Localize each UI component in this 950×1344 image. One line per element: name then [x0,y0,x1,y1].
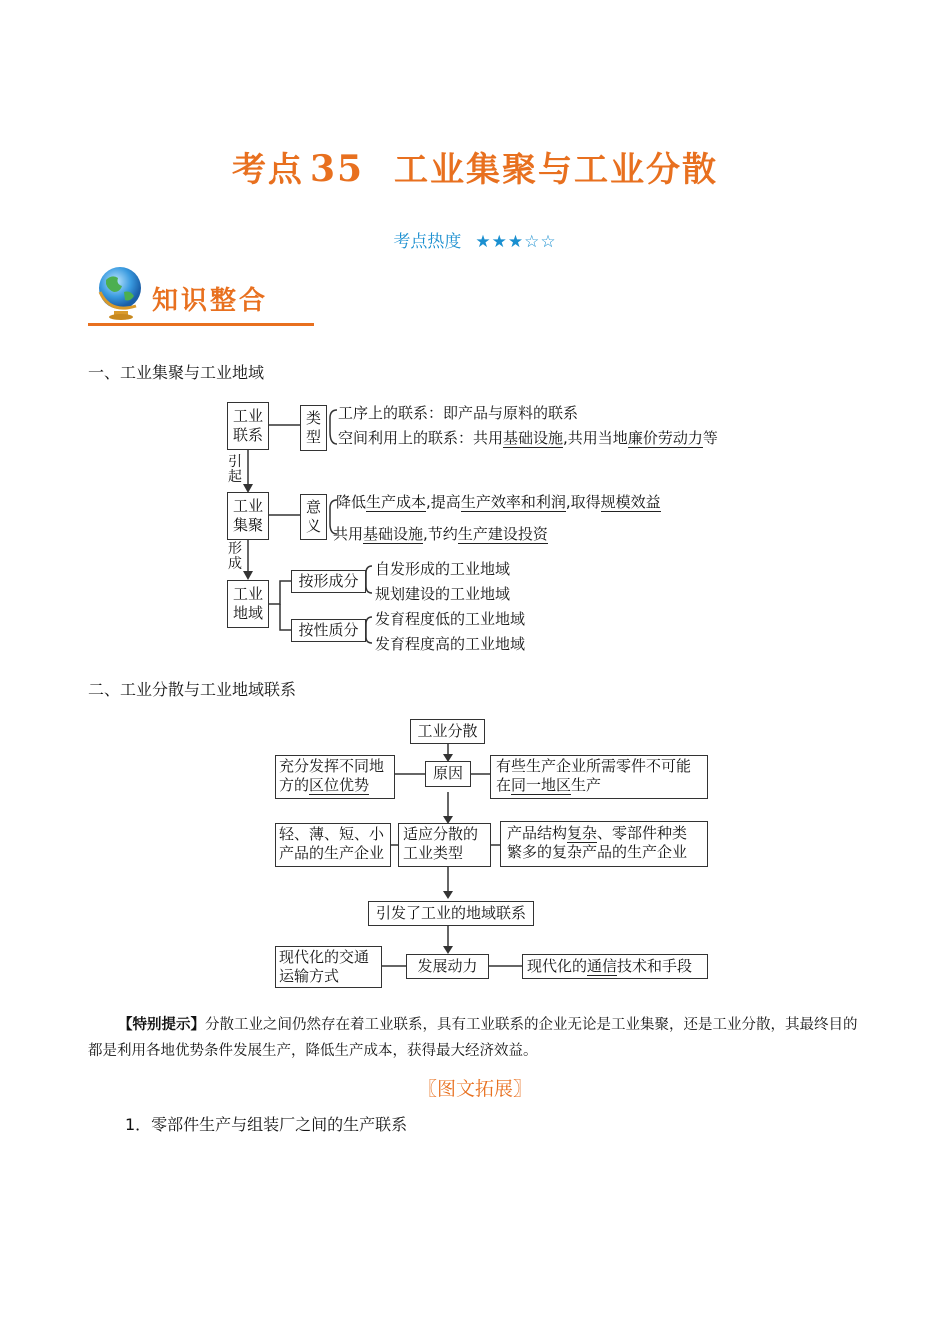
box-type-right: 产品结构复杂、零部件种类繁多的复杂产品的生产企业 [500,821,708,867]
arrow-label-form: 形成 [228,541,242,572]
box-by-formation: 按形成分 [291,570,366,593]
box-reason-left: 充分发挥不同地方的区位优势 [275,755,395,799]
box-type-center: 适应分散的工业类型 [398,823,491,867]
box-by-nature: 按性质分 [291,619,366,642]
box-industrial-agglomeration: 工业集聚 [227,492,269,540]
box-industrial-region: 工业地域 [227,580,269,628]
formation-item-2: 规划建设的工业地域 [375,585,511,603]
nature-item-2: 发育程度高的工业地域 [375,635,526,653]
heat-label: 考点热度 [393,232,462,252]
title-prefix: 考点 [231,150,304,190]
type-item-space: 空间利用上的联系：共用基础设施,共用当地廉价劳动力等 [338,429,718,447]
box-power-right: 现代化的通信技术和手段 [522,954,708,979]
box-type-label: 类型 [300,405,327,451]
significance-item-1: 降低生产成本,提高生产效率和利润,取得规模效益 [336,493,661,511]
box-significance-label: 意义 [300,494,327,540]
formation-item-1: 自发形成的工业地域 [375,560,511,578]
extension-item-1: 1．零部件生产与组装厂之间的生产联系 [125,1115,408,1134]
box-industrial-dispersion: 工业分散 [410,719,485,744]
box-industrial-linkage: 工业联系 [227,402,269,450]
arrow-label-cause: 引起 [228,454,242,485]
section2-heading: 二、工业分散与工业地域联系 [88,680,297,699]
title-number: 35 [309,148,365,190]
box-reason: 原因 [425,761,471,787]
significance-item-2: 共用基础设施,节约生产建设投资 [333,525,548,543]
box-type-left: 轻、薄、短、小产品的生产企业 [275,823,391,867]
extension-heading: 〖图文拓展〗 [417,1078,532,1100]
type-item-process: 工序上的联系：即产品与原料的联系 [338,404,579,422]
knowledge-badge-label: 知识整合 [152,286,269,316]
special-tip: 【特别提示】分散工业之间仍然存在着工业联系，具有工业联系的企业无论是工业集聚，还是工业分散，其最终目的都是利用各地优势条件发展生产，降低生产成本，获得最大经济效益。 [88,1017,858,1059]
box-power-left: 现代化的交通运输方式 [275,946,382,988]
box-reason-right: 有些生产企业所需零件不可能在同一地区生产 [490,755,708,799]
nature-item-1: 发育程度低的工业地域 [375,610,526,628]
box-power: 发展动力 [406,954,489,979]
section1-heading: 一、工业集聚与工业地域 [88,363,265,382]
heat-stars: ★★★☆☆ [475,232,557,252]
box-result: 引发了工业的地域联系 [368,901,534,926]
title-rest: 工业集聚与工业分散 [394,150,719,190]
